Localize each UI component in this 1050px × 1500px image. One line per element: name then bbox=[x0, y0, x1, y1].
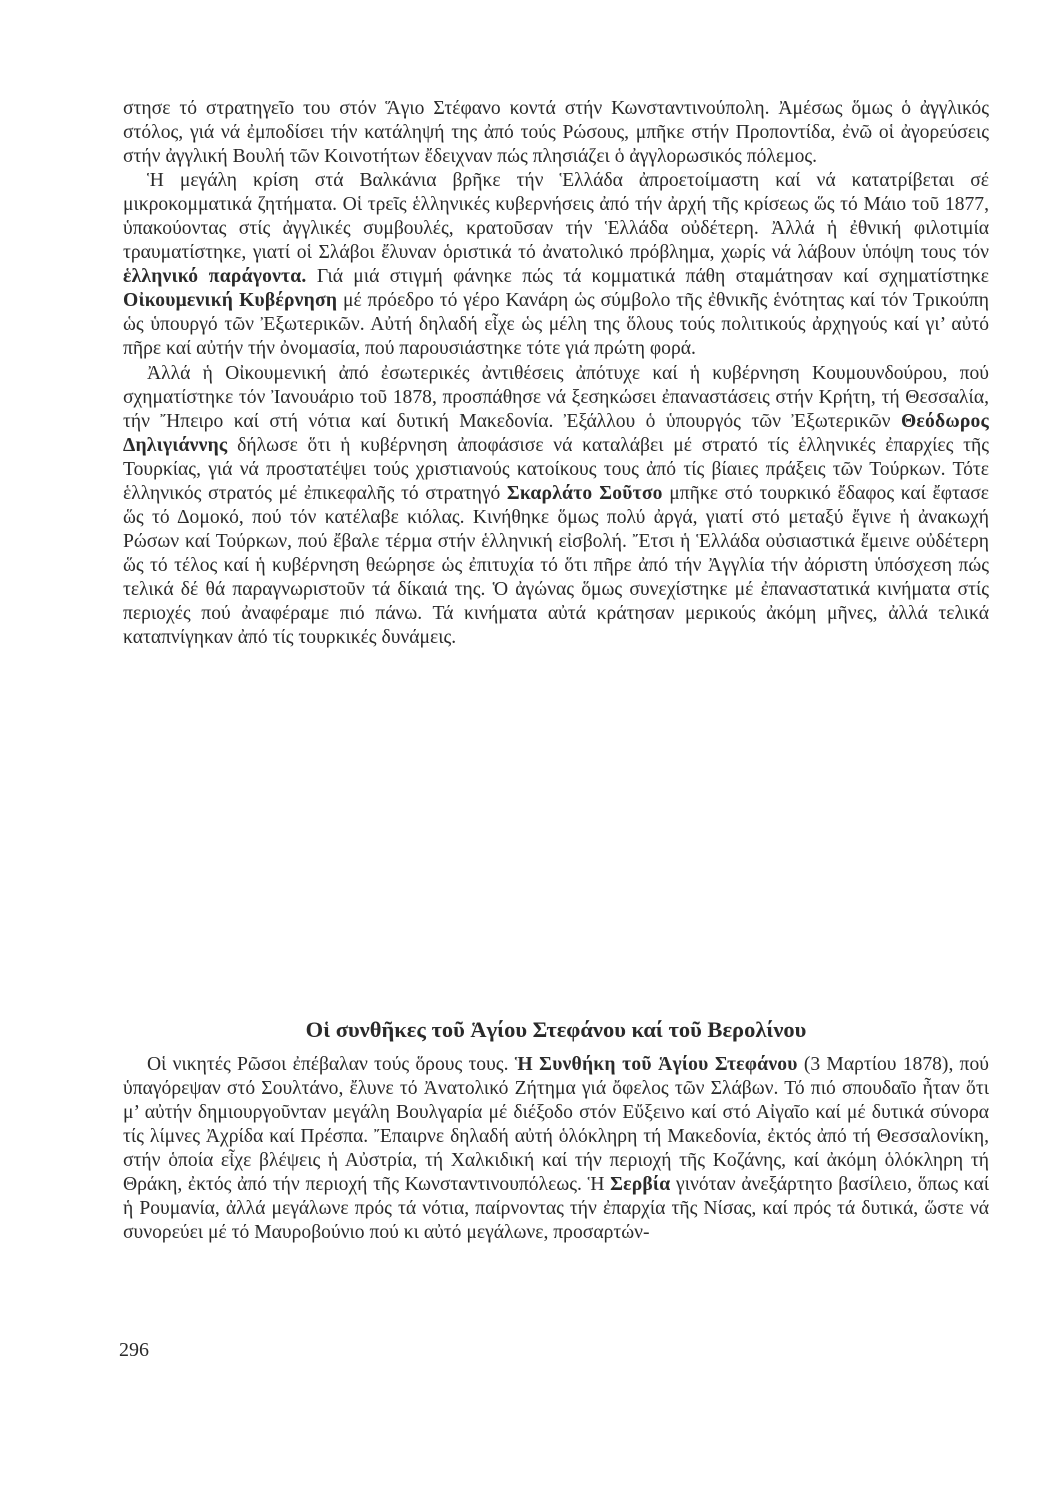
bold-term: ἑλληνικό παράγοντα. bbox=[123, 266, 307, 288]
body-text-upper bbox=[123, 97, 989, 650]
paragraph: στησε τό στρατηγεῖο του στόν Ἅγιο Στέφανο κοντά στήν Κωνσταντινούπολη. Ἀμέσως ὅμως ὁ ἀγγλικός στόλος, γιά νά ἐμποδίσει τήν κατάληψή της ἀπό τούς Ρώσους, μπῆκε στήν Προποντίδα, ἐνῶ οἱ ἀγορεύσεις στήν ἀγγλική Βουλή τῶν Κοινοτήτων ἔδειχναν πώς πλησιάζει ὁ ἀγγλορωσικός πόλεμος. bbox=[123, 98, 989, 168]
section-heading: Οἱ συνθῆκες τοῦ Ἁγίου Στεφάνου καί τοῦ Βερολίνου bbox=[305, 1017, 807, 1042]
bold-term: Σκαρλάτο Σοῦτσο bbox=[506, 482, 663, 504]
paragraph: Οἱ νικητές Ρῶσοι ἐπέβαλαν τούς ὅρους τους. Ἡ Συνθήκη τοῦ Ἁγίου Στεφάνου (3 Μαρτίου 1878), πού ὑπαγόρεψαν στό Σουλτάνο, ἔλυνε τό Ἀνατολικό Ζήτημα γιά ὄφελος τῶν Σλάβων. Τό πιό σπουδαῖο ἦταν ὅτι μ’ αὐτήν δημιουργοῦνταν μεγάλη Βουλγαρία μέ διέξοδο στόν Εὔξεινο καί στό Αἰγαῖο καί μέ δυτικά σύνορα τίς λίμνες Ἀχρίδα καί Πρέσπα. Ἔπαιρνε δηλαδή αὐτή ὁλόκληρη τή Μακεδονία, ἐκτός ἀπό τή Θεσσαλονίκη, στήν ὁποία εἶχε βλέψεις ἡ Αὐστρία, τή Χαλκιδική καί τήν περιοχή τῆς Κοζάνης, καί ἀκόμη ὁλόκληρη τή Θράκη, ἐκτός ἀπό τήν περιοχή τῆς Κωνσταντινουπόλεως. Ἡ Σερβία γινόταν ἀνεξάρτητο βασίλειο, ὅπως καί ἡ Ρουμανία, ἀλλά μεγάλωνε πρός τά νότια, παίρνοντας τήν ἐπαρχία τῆς Νίσας, καί πρός τά δυτικά, ὥστε νά συνορεύει μέ τό Μαυροβούνιο πού κι αὐτό μεγάλωνε, προσαρτών- bbox=[123, 1054, 989, 1244]
bold-term: Ἡ Συνθήκη τοῦ Ἁγίου Στεφάνου bbox=[514, 1054, 798, 1075]
bold-term: Σερβία bbox=[610, 1174, 671, 1196]
bold-term: Θεόδωρος Δηλιγιάννης bbox=[123, 410, 989, 456]
body-text-lower bbox=[123, 1053, 989, 1245]
paragraph: Ἀλλά ἡ Οἰκουμενική ἀπό ἐσωτερικές ἀντιθέσεις ἀπότυχε καί ἡ κυβέρνηση Κουμουνδούρου, πού σχηματίστηκε τόν Ἰανουάριο τοῦ 1878, προσπάθησε νά ξεσηκώσει ἐπαναστάσεις στήν Κρήτη, τή Θεσσαλία, τήν Ἤπειρο καί στή νότια καί δυτική Μακεδονία. Ἐξάλλου ὁ ὑπουργός τῶν Ἐξωτερικῶν Θεόδωρος Δηλιγιάννης δήλωσε ὅτι ἡ κυβέρνηση ἀποφάσισε νά καταλάβει μέ στρατό τίς ἑλληνικές ἐπαρχίες τῆς Τουρκίας, γιά νά προστατέψει τούς χριστιανούς κατοίκους τους ἀπό τίς βίαιες πράξεις τῶν Τούρκων. Τότε ἑλληνικός στρατός μέ ἐπικεφαλῆς τό στρατηγό Σκαρλάτο Σοῦτσο μπῆκε στό τουρκικό ἔδαφος καί ἔφτασε ὥς τό Δομοκό, πού τόν κατέλαβε κιόλας. Κινήθηκε ὅμως πολύ ἀργά, γιατί στό μεταξύ ἔγινε ἡ ἀνακωχή Ρώσων καί Τούρκων, πού ἔβαλε τέρμα στήν ἑλληνική εἰσβολή. Ἔτσι ἡ Ἑλλάδα οὐσιαστικά ἔμεινε οὐδέτερη ὥς τό τέλος καί ἡ κυβέρνηση θεώρησε ὡς ἐπιτυχία τό ὅτι πῆρε ἀπό τήν Ἀγγλία τήν ἀόριστη ὑπόσχεση πώς τελικά δέ θά παραγνωριστοῦν τά δίκαιά της. Ὁ ἀγώνας ὅμως συνεχίστηκε μέ ἐπαναστατικά κινήματα στίς περιοχές πού ἀναφέραμε πιό πάνω. Τά κινήματα αὐτά κράτησαν μερικούς ἀκόμη μῆνες, ἀλλά τελικά καταπνίγηκαν ἀπό τίς τουρκικές δυνάμεις. bbox=[123, 362, 989, 649]
paragraph: Ἡ μεγάλη κρίση στά Βαλκάνια βρῆκε τήν Ἑλλάδα ἀπροετοίμαστη καί νά κατατρίβεται σέ μικροκομματικά ζητήματα. Οἱ τρεῖς ἑλληνικές κυβερνήσεις ἀπό τήν ἀρχή τῆς κρίσεως ὥς τό Μάιο τοῦ 1877, ὑπακούοντας στίς ἀγγλικές συμβουλές, κρατοῦσαν τήν Ἑλλάδα οὐδέτερη. Ἀλλά ἡ ἐθνική φιλοτιμία τραυματίστηκε, γιατί οἱ Σλάβοι ἔλυναν ὁριστικά τό ἀνατολικό πρόβλημα, χωρίς νά λάβουν ὑπόψη τους τόν ἑλληνικό παράγοντα. Γιά μιά στιγμή φάνηκε πώς τά κομματικά πάθη σταμάτησαν καί σχηματίστηκε Οἰκουμενική Κυβέρνηση μέ πρόεδρο τό γέρο Κανάρη ὡς σύμβολο τῆς ἐθνικῆς ἑνότητας καί τόν Τρικούπη ὡς ὑπουργό τῶν Ἐξωτερικῶν. Αὐτή δηλαδή εἶχε ὡς μέλη της ὅλους τούς πολιτικούς ἀρχηγούς καί γι’ αὐτό πῆρε καί αὐτήν τήν ὀνομασία, πού παρουσιάστηκε τότε γιά πρώτη φορά. bbox=[123, 170, 990, 360]
page-number: 296 bbox=[119, 1339, 149, 1361]
bold-term: Οἰκουμενική Κυβέρνηση bbox=[123, 290, 338, 312]
